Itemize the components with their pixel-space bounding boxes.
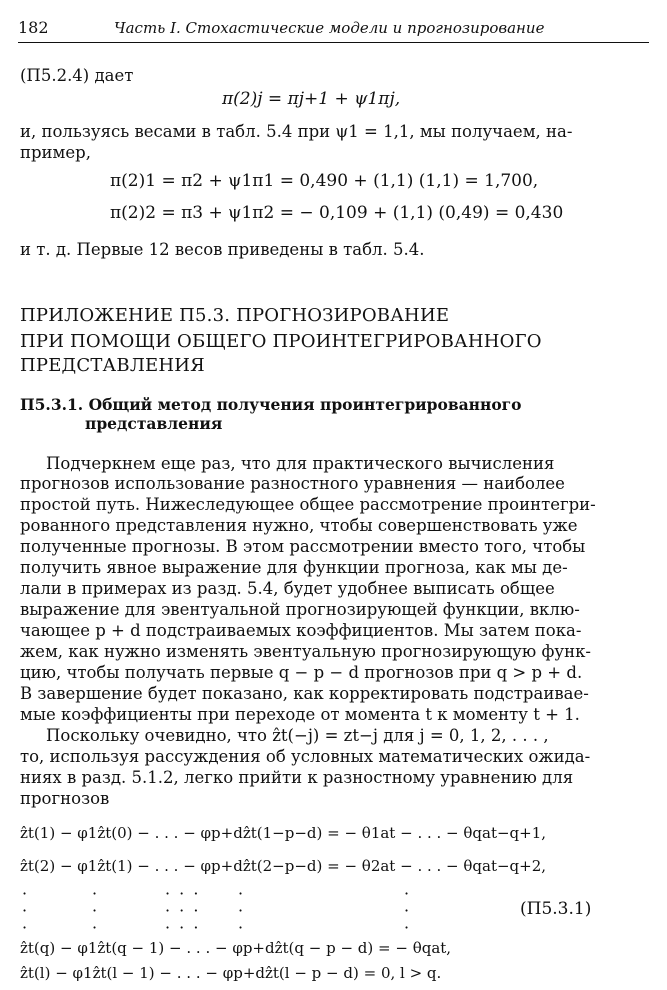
- body-line: цию, чтобы получать первые q − p − d прогнозов при q > p + d.: [20, 663, 583, 682]
- subsection-title-line: П5.3.1. Общий метод получения проинтегрированного: [20, 395, 522, 414]
- body-line: рованного представления нужно, чтобы совершенствовать уже: [20, 516, 578, 535]
- body-line: мые коэффициенты при переходе от момента t к моменту t + 1.: [20, 705, 580, 724]
- system-equation-row: ẑt(2) − φ1ẑt(1) − . . . − φp+dẑt(2−p−d) = − θ2at − . . . − θqat−q+2,: [20, 857, 547, 875]
- body-line: чающее p + d подстраиваемых коэффициентов. Мы затем пока-: [20, 621, 582, 640]
- running-title: Часть I. Стохастические модели и прогнозирование: [114, 19, 545, 37]
- system-equation-row: ẑt(l) − φ1ẑt(l − 1) − . . . − φp+dẑt(l − p − d) = 0, l > q.: [20, 964, 442, 982]
- equation-pi2: π(2)2 = π3 + ψ1π2 = − 0,109 + (1,1) (0,49) = 0,430: [110, 203, 564, 223]
- body-line: полученные прогнозы. В этом рассмотрении вместо того, чтобы: [20, 537, 586, 556]
- page-number: 182: [18, 18, 49, 37]
- system-equation-row: ẑt(q) − φ1ẑt(q − 1) − . . . − φp+dẑt(q − p − d) = − θqat,: [20, 939, 452, 957]
- appendix-title-line: ПРИЛОЖЕНИЕ П5.3. ПРОГНОЗИРОВАНИЕ: [20, 305, 450, 326]
- intro-line: (П5.2.4) дает: [20, 66, 134, 85]
- body-line: ниях в разд. 5.1.2, легко прийти к разностному уравнению для: [20, 768, 574, 787]
- equation-label: (П5.3.1): [520, 899, 592, 919]
- body-line: то, используя рассуждения об условных математических ожида-: [20, 747, 591, 766]
- formula-pi-j: π(2)j = πj+1 + ψ1πj,: [222, 89, 401, 109]
- body-line: лали в примерах из разд. 5.4, будет удобнее выписать общее: [20, 579, 555, 598]
- body-line: прогнозов использование разностного уравнения — наиболее: [20, 474, 565, 493]
- body-line: прогнозов: [20, 789, 110, 808]
- body-line: В завершение будет показано, как корректировать подстраивае-: [20, 684, 589, 703]
- appendix-title-line: ПРИ ПОМОЩИ ОБЩЕГО ПРОИНТЕГРИРОВАННОГО: [20, 331, 542, 352]
- body-line: простой путь. Нижеследующее общее рассмотрение проинтегри-: [20, 495, 596, 514]
- paragraph-line: и, пользуясь весами в табл. 5.4 при ψ1 = 1,1, мы получаем, на-: [20, 122, 573, 141]
- page-header: [18, 18, 649, 43]
- paragraph-line: и т. д. Первые 12 весов приведены в табл. 5.4.: [20, 240, 425, 259]
- subsection-title-line: представления: [85, 414, 223, 433]
- equation-pi1: π(2)1 = π2 + ψ1π1 = 0,490 + (1,1) (1,1) = 1,700,: [110, 171, 539, 191]
- body-line: получить явное выражение для функции прогноза, как мы де-: [20, 558, 568, 577]
- system-equation-row: ẑt(1) − φ1ẑt(0) − . . . − φp+dẑt(1−p−d) = − θ1at − . . . − θqat−q+1,: [20, 824, 547, 842]
- body-line: Поскольку очевидно, что ẑt(−j) = zt−j для j = 0, 1, 2, . . . ,: [46, 726, 549, 745]
- book-page: 182 Часть I. Стохастические модели и прогнозирование (П5.2.4) дает π(2)j = πj+1 + ψ1πj, и, пользуясь весами в табл. 5.4 при ψ1 = 1,1, мы получаем, на- пример, π(2)1 = π2 + ψ1π1 = 0,490 + (1,1) (1,1) = 1,700, π(2)2 = π3 + ψ1π2 = − 0,109 + (1,1) (0,49) = 0,430 и т. д. Первые 12 весов приведены в табл. 5.4. ПРИЛОЖЕНИЕ П5.3. ПРОГНОЗИРОВАНИЕ ПРИ ПОМОЩИ ОБЩЕГО ПРОИНТЕГРИРОВАННОГО ПРЕДСТАВЛЕНИЯ П5.3.1. Общий метод получения проинтегрированного представления Подчеркнем еще раз, что для практического вычисления прогнозов использование разностного уравнения — наиболее простой путь. Нижеследующее общее рассмотрение проинтегри- рованного представления нужно, чтобы совершенствовать уже полученные прогнозы. В этом рассмотрении вместо того, чтобы получить явное выражение для функции прогноза, как мы де- лали в примерах из разд. 5.4, будет удобнее выписать общее выражение для эвентуальной прогнозирующей функции, вклю- чающее p + d подстраиваемых коэффициентов. Мы затем пока- жем, как нужно изменять эвентуальную прогнозирующую функ- цию, чтобы получать первые q − p − d прогнозов при q > p + d. В завершение будет показано, как корректировать подстраивае- мые коэффициенты при переходе от момента t к моменту t + 1. Поскольку очевидно, что ẑt(−j) = zt−j для j = 0, 1, 2, . . . , то, используя рассуждения об условных математических ожида- ниях в разд. 5.1.2, легко прийти к разностному уравнению для прогнозов ẑt(1) − φ1ẑt(0) − . . . − φp+dẑt(1−p−d) = − θ1at − . . . − θqat−q+1, ẑt(2) − φ1ẑt(1) − . . . − φp+dẑt(2−p−d) = − θ2at − . . . − θqat−q+2, · · · · · · · · · · · · · · · · · · · · · (П5.3.1) ẑt(q) − φ1ẑt(q − 1) − . . . − φp+dẑt(q − p − d) = − θqat, ẑt(l) − φ1ẑt(l − 1) − . . . − φp+dẑt(l − p − d) = 0, l > q.: [0, 0, 667, 990]
- body-line: выражение для эвентуальной прогнозирующей функции, вклю-: [20, 600, 580, 619]
- paragraph-line: пример,: [20, 143, 91, 162]
- appendix-title-line: ПРЕДСТАВЛЕНИЯ: [20, 355, 205, 376]
- body-line: жем, как нужно изменять эвентуальную прогнозирующую функ-: [20, 642, 592, 661]
- body-line: Подчеркнем еще раз, что для практического вычисления: [46, 454, 555, 473]
